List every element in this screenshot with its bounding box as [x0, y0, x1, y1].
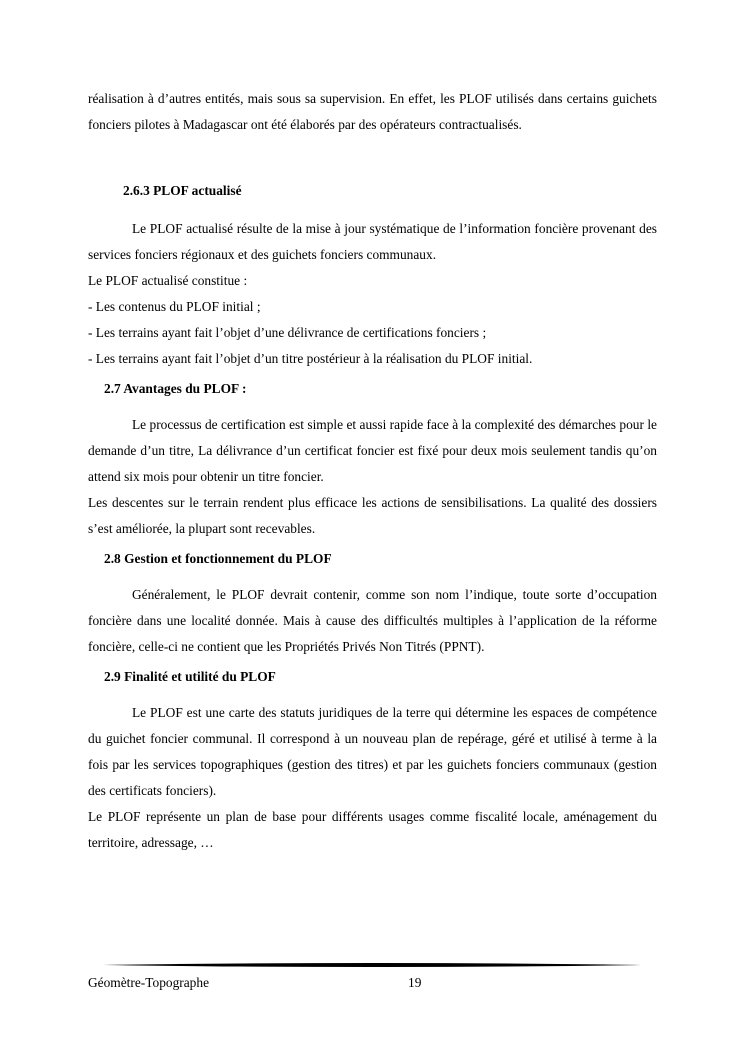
paragraph-2-7-b: Les descentes sur le terrain rendent plus efficace les actions de sensibilisations. La qualité des dossiers s’est améliorée, la plupart sont recevables. — [88, 495, 657, 536]
footer-divider — [103, 962, 641, 968]
heading-2-9: 2.9 Finalité et utilité du PLOF — [104, 669, 276, 684]
paragraph-2-9-a: Le PLOF est une carte des statuts juridiques de la terre qui détermine les espaces de compétence du guichet foncier communal. Il correspond à un nouveau plan de repérage, géré et utilisé à terme à la fois par les services topographiques (gestion des titres) et par les guichets fonciers communaux (gestion des certificats fonciers). — [88, 705, 657, 798]
paragraph-2-7-a: Le processus de certification est simple et aussi rapide face à la complexité des démarches pour le demande d’un titre, La délivrance d’un certificat foncier est fixé pour deux mois seulement tandis qu’on attend six mois pour obtenir un titre foncier. — [88, 417, 657, 484]
list-item: - Les contenus du PLOF initial ; — [88, 299, 261, 314]
footer-title: Géomètre-Topographe — [88, 975, 210, 990]
intro-paragraph: réalisation à d’autres entités, mais sous sa supervision. En effet, les PLOF utilisés dans certains guichets fonciers pilotes à Madagascar ont été élaborés par des opérateurs contractualisés. — [88, 91, 657, 132]
page-number: 19 — [408, 975, 422, 990]
list-lead: Le PLOF actualisé constitue : — [88, 273, 248, 288]
page-content — [88, 86, 657, 856]
list-item: - Les terrains ayant fait l’objet d’un titre postérieur à la réalisation du PLOF initial. — [88, 351, 533, 366]
paragraph-2-9-b: Le PLOF représente un plan de base pour différents usages comme fiscalité locale, aménagement du territoire, adressage, … — [88, 809, 657, 850]
heading-2-7: 2.7 Avantages du PLOF : — [104, 381, 247, 396]
paragraph-2-6-3: Le PLOF actualisé résulte de la mise à jour systématique de l’information foncière provenant des services fonciers régionaux et des guichets fonciers communaux. — [88, 221, 657, 262]
heading-2-8: 2.8 Gestion et fonctionnement du PLOF — [104, 551, 332, 566]
list-item: - Les terrains ayant fait l’objet d’une délivrance de certifications fonciers ; — [88, 325, 487, 340]
heading-2-6-3: 2.6.3 PLOF actualisé — [123, 183, 242, 198]
paragraph-2-8: Généralement, le PLOF devrait contenir, comme son nom l’indique, toute sorte d’occupation foncière dans une localité donnée. Mais à cause des difficultés multiples à l’application de la réforme foncière, celle-ci ne contient que les Propriétés Privés Non Titrés (PPNT). — [88, 587, 657, 654]
